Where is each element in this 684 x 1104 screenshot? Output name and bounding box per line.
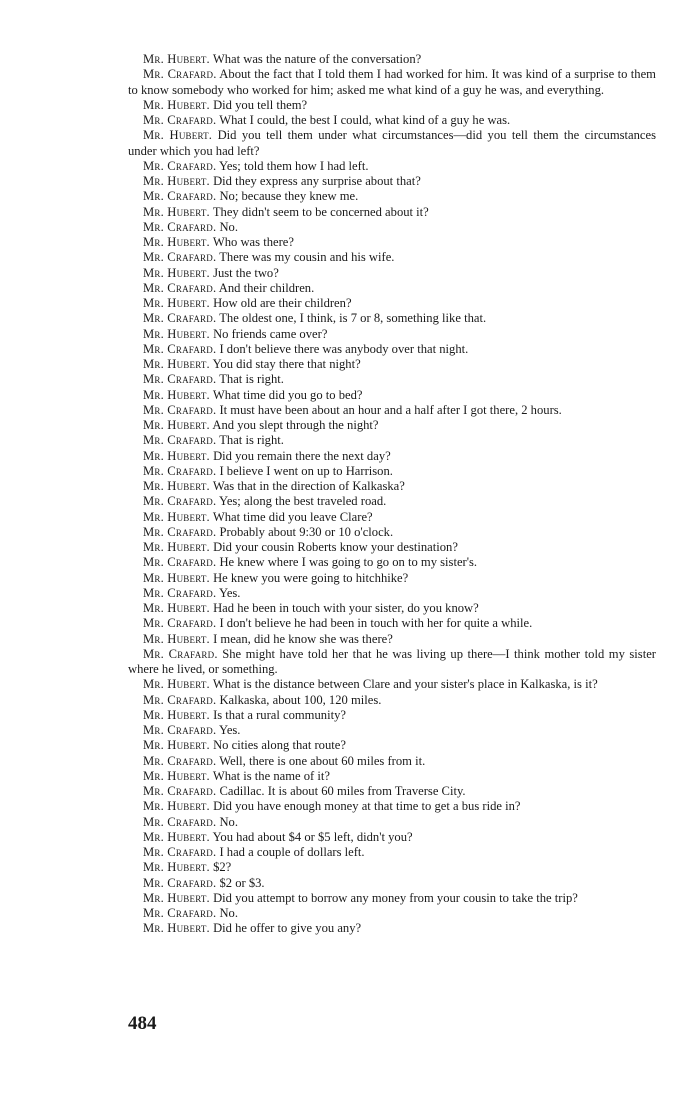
speaker-name: Mr. Crafard. <box>143 784 217 798</box>
speaker-name: Mr. Crafard. <box>143 555 217 570</box>
speaker-name: Mr. Hubert. <box>143 204 210 219</box>
speech-text: Did your cousin Roberts know your destination? <box>213 540 458 554</box>
speaker-name: Mr. Hubert. <box>143 448 210 463</box>
speech-text: And their children. <box>218 280 315 295</box>
speaker-name: Mr. Crafard. <box>143 875 217 890</box>
speaker-name: Mr. Hubert. <box>143 128 213 143</box>
speech-text: No; because they knew me. <box>219 189 359 204</box>
speech-text: Yes; told them how I had left. <box>218 158 369 173</box>
transcript-paragraph <box>128 189 656 204</box>
transcript-paragraph <box>128 815 656 830</box>
speaker-name: Mr. Hubert. <box>143 296 210 310</box>
speech-text: How old are their children? <box>213 296 352 310</box>
speaker-name: Mr. Crafard. <box>143 189 217 204</box>
speech-text: Probably about 9:30 or 10 o'clock. <box>219 524 394 539</box>
transcript-paragraph <box>128 754 656 769</box>
speaker-name: Mr. Hubert. <box>143 890 210 905</box>
transcript-paragraph <box>128 921 656 936</box>
transcript-paragraph <box>128 738 656 753</box>
speaker-name: Mr. Crafard. <box>143 341 217 356</box>
speaker-name: Mr. Crafard. <box>143 814 217 829</box>
transcript-paragraph <box>128 784 656 799</box>
speech-text: Just the two? <box>213 265 279 280</box>
transcript-paragraph <box>128 388 656 403</box>
speaker-name: Mr. Crafard. <box>143 723 217 737</box>
speech-text: What is the name of it? <box>212 768 330 783</box>
speech-text: Yes. <box>218 585 241 600</box>
transcript-paragraph <box>128 601 656 616</box>
speech-text: She might have told her that he was living up there—I think mother told my sister where he lived, or something. <box>128 646 656 676</box>
transcript-paragraph <box>128 433 656 448</box>
speech-text: Well, there is one about 60 miles from it. <box>219 753 426 768</box>
transcript-paragraph <box>128 677 656 692</box>
speech-text: That is right. <box>219 372 284 387</box>
speech-text: I had a couple of dollars left. <box>219 845 365 859</box>
speech-text: Cadillac. It is about 60 miles from Traverse City. <box>219 784 466 798</box>
speech-text: There was my cousin and his wife. <box>219 250 395 265</box>
speaker-name: Mr. Hubert. <box>143 768 210 783</box>
transcript-paragraph <box>128 540 656 555</box>
transcript-paragraph <box>128 342 656 357</box>
transcript-paragraph <box>128 98 656 113</box>
transcript-paragraph <box>128 860 656 875</box>
speaker-name: Mr. Hubert. <box>143 570 210 585</box>
speech-text: I mean, did he know she was there? <box>213 631 393 646</box>
speech-text: What was the nature of the conversation? <box>212 52 422 66</box>
transcript-paragraph <box>128 418 656 433</box>
transcript-paragraph <box>128 723 656 738</box>
speech-text: I don't believe there was anybody over that night. <box>219 341 469 356</box>
transcript-paragraph <box>128 510 656 525</box>
transcript-paragraph <box>128 479 656 494</box>
transcript-paragraph <box>128 494 656 509</box>
speaker-name: Mr. Hubert. <box>143 174 210 188</box>
transcript-paragraph <box>128 708 656 723</box>
transcript-paragraph <box>128 769 656 784</box>
speaker-name: Mr. Crafard. <box>143 463 217 478</box>
speaker-name: Mr. Hubert. <box>143 479 210 493</box>
speech-text: The oldest one, I think, is 7 or 8, something like that. <box>219 311 487 326</box>
transcript-paragraph <box>128 403 656 418</box>
transcript-paragraph <box>128 632 656 647</box>
speaker-name: Mr. Crafard. <box>143 311 217 326</box>
speaker-name: Mr. Hubert. <box>143 265 210 280</box>
speaker-name: Mr. Hubert. <box>143 540 210 554</box>
speaker-name: Mr. Crafard. <box>143 372 217 387</box>
transcript-paragraph <box>128 616 656 631</box>
transcript-paragraph <box>128 586 656 601</box>
transcript-paragraph <box>128 555 656 570</box>
speaker-name: Mr. Crafard. <box>143 494 217 509</box>
speech-text: Did you have enough money at that time to get a bus ride in? <box>213 799 521 814</box>
speech-text: What is the distance between Clare and your sister's place in Kalkaska, is it? <box>212 677 598 692</box>
transcript-paragraph <box>128 449 656 464</box>
speaker-name: Mr. Hubert. <box>143 707 210 722</box>
speaker-name: Mr. Hubert. <box>143 677 210 692</box>
speaker-name: Mr. Crafard. <box>143 585 217 600</box>
speech-text: Yes. <box>218 723 241 737</box>
speaker-name: Mr. Crafard. <box>143 280 217 295</box>
speech-text: What time did you go to bed? <box>212 387 363 402</box>
speech-text: Did you attempt to borrow any money from your cousin to take the trip? <box>213 890 578 905</box>
speaker-name: Mr. Hubert. <box>143 326 210 341</box>
speaker-name: Mr. Crafard. <box>143 219 217 234</box>
speech-text: You had about $4 or $5 left, didn't you? <box>212 829 413 844</box>
speech-text: Did you tell them under what circumstances—did you tell them the circumstances under which you had left? <box>128 128 657 158</box>
speaker-name: Mr. Hubert. <box>143 418 210 432</box>
speaker-name: Mr. Crafard. <box>143 158 217 173</box>
speech-text: And you slept through the night? <box>212 418 379 432</box>
transcript-paragraph <box>128 571 656 586</box>
speech-text: What I could, the best I could, what kind of a guy he was. <box>219 113 511 127</box>
speaker-name: Mr. Crafard. <box>143 753 217 768</box>
speech-text: No. <box>219 814 238 829</box>
speaker-name: Mr. Hubert. <box>143 357 210 371</box>
speech-text: No friends came over? <box>213 326 328 341</box>
transcript-paragraph <box>128 281 656 296</box>
speaker-name: Mr. Crafard. <box>143 402 217 417</box>
transcript-paragraph <box>128 220 656 235</box>
transcript-paragraph <box>128 205 656 220</box>
transcript-paragraph <box>128 311 656 326</box>
speaker-name: Mr. Hubert. <box>143 860 210 875</box>
speech-text: Did you tell them? <box>213 97 308 112</box>
speaker-name: Mr. Hubert. <box>143 738 210 753</box>
speech-text: Is that a rural community? <box>213 707 346 722</box>
speech-text: About the fact that I told them I had worked for him. It was kind of a surprise to them to know somebody who worked for him; asked me what kind of a guy he was, and everything. <box>128 67 656 97</box>
transcript-paragraph <box>128 830 656 845</box>
speaker-name: Mr. Crafard. <box>143 433 217 448</box>
speaker-name: Mr. Hubert. <box>143 799 210 814</box>
transcript-paragraph <box>128 113 656 128</box>
speech-text: What time did you leave Clare? <box>212 509 373 524</box>
speaker-name: Mr. Hubert. <box>143 631 210 646</box>
transcript-paragraph <box>128 128 656 159</box>
speech-text: They didn't seem to be concerned about it? <box>212 204 429 219</box>
speaker-name: Mr. Hubert. <box>143 509 210 524</box>
speaker-name: Mr. Crafard. <box>143 250 217 265</box>
speech-text: He knew you were going to hitchhike? <box>213 570 409 585</box>
speech-text: Who was there? <box>212 235 294 249</box>
speaker-name: Mr. Hubert. <box>143 97 210 112</box>
transcript-paragraph <box>128 235 656 250</box>
speaker-name: Mr. Hubert. <box>143 921 210 936</box>
speech-text: It must have been about an hour and a half after I got there, 2 hours. <box>219 402 562 417</box>
transcript-paragraph <box>128 67 656 98</box>
speaker-name: Mr. Crafard. <box>143 524 217 539</box>
speech-text: You did stay there that night? <box>212 357 361 371</box>
transcript-paragraph <box>128 296 656 311</box>
speech-text: No cities along that route? <box>213 738 346 753</box>
transcript-paragraph <box>128 357 656 372</box>
transcript-paragraph <box>128 799 656 814</box>
speaker-name: Mr. Crafard. <box>143 113 217 127</box>
transcript-paragraph <box>128 372 656 387</box>
speaker-name: Mr. Crafard. <box>143 845 217 859</box>
speaker-name: Mr. Crafard. <box>143 616 217 631</box>
speech-text: Yes; along the best traveled road. <box>218 494 387 509</box>
speech-text: $2? <box>213 860 232 875</box>
speech-text: Did you remain there the next day? <box>213 448 391 463</box>
speaker-name: Mr. Crafard. <box>143 692 217 707</box>
transcript-paragraph <box>128 647 656 678</box>
speech-text: No. <box>219 906 238 920</box>
speaker-name: Mr. Crafard. <box>143 646 218 661</box>
speech-text: Did he offer to give you any? <box>213 921 362 936</box>
speech-text: That is right. <box>219 433 284 448</box>
transcript-paragraph <box>128 525 656 540</box>
speaker-name: Mr. Hubert. <box>143 387 210 402</box>
testimony-transcript <box>128 52 656 937</box>
transcript-paragraph <box>128 891 656 906</box>
speech-text: Did they express any surprise about that? <box>213 174 421 188</box>
transcript-paragraph <box>128 52 656 67</box>
speaker-name: Mr. Crafard. <box>143 67 217 82</box>
page-number: 484 <box>128 1013 157 1034</box>
speech-text: He knew where I was going to go on to my sister's. <box>219 555 478 570</box>
transcript-paragraph <box>128 266 656 281</box>
speech-text: No. <box>219 219 238 234</box>
transcript-paragraph <box>128 159 656 174</box>
transcript-paragraph <box>128 906 656 921</box>
transcript-paragraph <box>128 693 656 708</box>
transcript-paragraph <box>128 845 656 860</box>
speaker-name: Mr. Crafard. <box>143 906 217 920</box>
transcript-paragraph <box>128 174 656 189</box>
speech-text: I believe I went on up to Harrison. <box>219 463 393 478</box>
speech-text: $2 or $3. <box>219 875 265 890</box>
speech-text: I don't believe he had been in touch with her for quite a while. <box>219 616 533 631</box>
speaker-name: Mr. Hubert. <box>143 52 210 66</box>
transcript-paragraph <box>128 250 656 265</box>
speaker-name: Mr. Hubert. <box>143 829 210 844</box>
speech-text: Had he been in touch with your sister, do you know? <box>213 601 479 615</box>
transcript-paragraph <box>128 327 656 342</box>
transcript-paragraph <box>128 464 656 479</box>
speaker-name: Mr. Hubert. <box>143 235 210 249</box>
transcript-paragraph <box>128 876 656 891</box>
speech-text: Kalkaska, about 100, 120 miles. <box>219 692 382 707</box>
speech-text: Was that in the direction of Kalkaska? <box>212 479 405 493</box>
speaker-name: Mr. Hubert. <box>143 601 210 615</box>
